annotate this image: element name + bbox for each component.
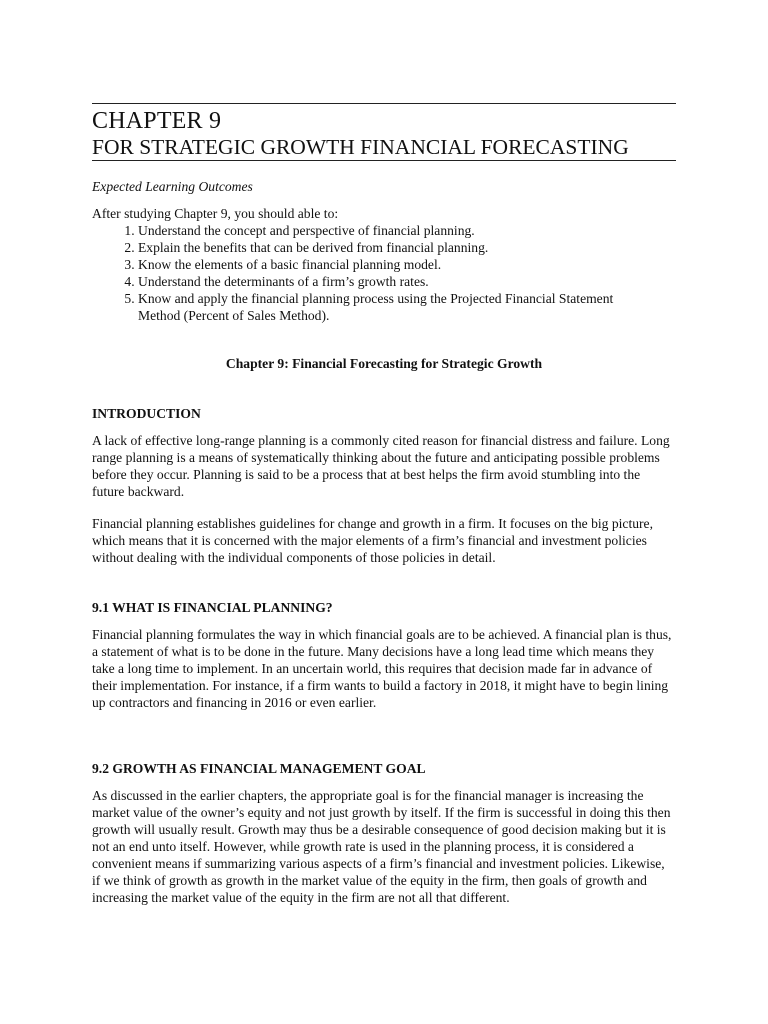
introduction-paragraph-1: A lack of effective long-range planning is a commonly cited reason for financial distress and failure. Long range planning is a means of systematically thinking about the future and anticipating possible problems before they occur. Planning is said to be a process that at best helps the firm avoid stumbling into the future backward. <box>92 433 670 499</box>
outcome-item: 1. Understand the concept and perspective of financial planning. <box>138 222 676 239</box>
outcomes-intro: After studying Chapter 9, you should able to: <box>92 206 339 221</box>
section-9-1-paragraph: Financial planning formulates the way in which financial goals are to be achieved. A financial plan is thus, a statement of what is to be done in the future. Many decisions have a long lead time which means they take a long time to implement. In an uncertain world, this requires that decision made far in advance of their implementation. For instance, if a firm wants to build a factory in 2018, it might have to begin lining up contractors and financing in 2016 or even earlier. <box>92 627 672 710</box>
outcomes-list <box>92 222 676 324</box>
section-9-2-paragraph: As discussed in the earlier chapters, the appropriate goal is for the financial manager is increasing the market value of the owner’s equity and not just growth by itself. If the firm is successful in doing this then growth will usually result. Growth may thus be a desirable consequence of good decision making but it is not an end unto itself. However, while growth rate is used in the planning process, it is considered a convenient means if summarizing various aspects of a firm’s financial and investment policies. Likewise, if we think of growth as growth in the market value of the equity in the firm, then goals of growth and increasing the market value of the equity in the firm are not all that different. <box>92 788 671 905</box>
chapter-subtitle: Chapter 9: Financial Forecasting for Strategic Growth <box>225 356 543 371</box>
title-underline <box>92 160 676 161</box>
outcome-item: 5. Know and apply the financial planning process using the Projected Financial Statement Method (Percent of Sales Method). <box>138 290 676 324</box>
chapter-title: FOR STRATEGIC GROWTH FINANCIAL FORECASTING <box>92 135 629 159</box>
introduction-paragraph-2: Financial planning establishes guidelines for change and growth in a firm. It focuses on the big picture, which means that it is concerned with the major elements of a firm’s financial and investment policies without dealing with the individual components of those policies in detail. <box>92 516 653 565</box>
top-rule <box>92 103 676 104</box>
outcomes-section <box>92 205 676 324</box>
section-9-1-heading: 9.1 WHAT IS FINANCIAL PLANNING? <box>92 600 333 615</box>
introduction-heading: INTRODUCTION <box>92 406 201 421</box>
outcome-item: 4. Understand the determinants of a firm’s growth rates. <box>138 273 676 290</box>
outcomes-heading: Expected Learning Outcomes <box>92 179 253 194</box>
section-9-2-heading: 9.2 GROWTH AS FINANCIAL MANAGEMENT GOAL <box>92 761 426 776</box>
outcome-item: 3. Know the elements of a basic financial planning model. <box>138 256 676 273</box>
chapter-number: CHAPTER 9 <box>92 108 222 134</box>
outcome-item: 2. Explain the benefits that can be derived from financial planning. <box>138 239 676 256</box>
